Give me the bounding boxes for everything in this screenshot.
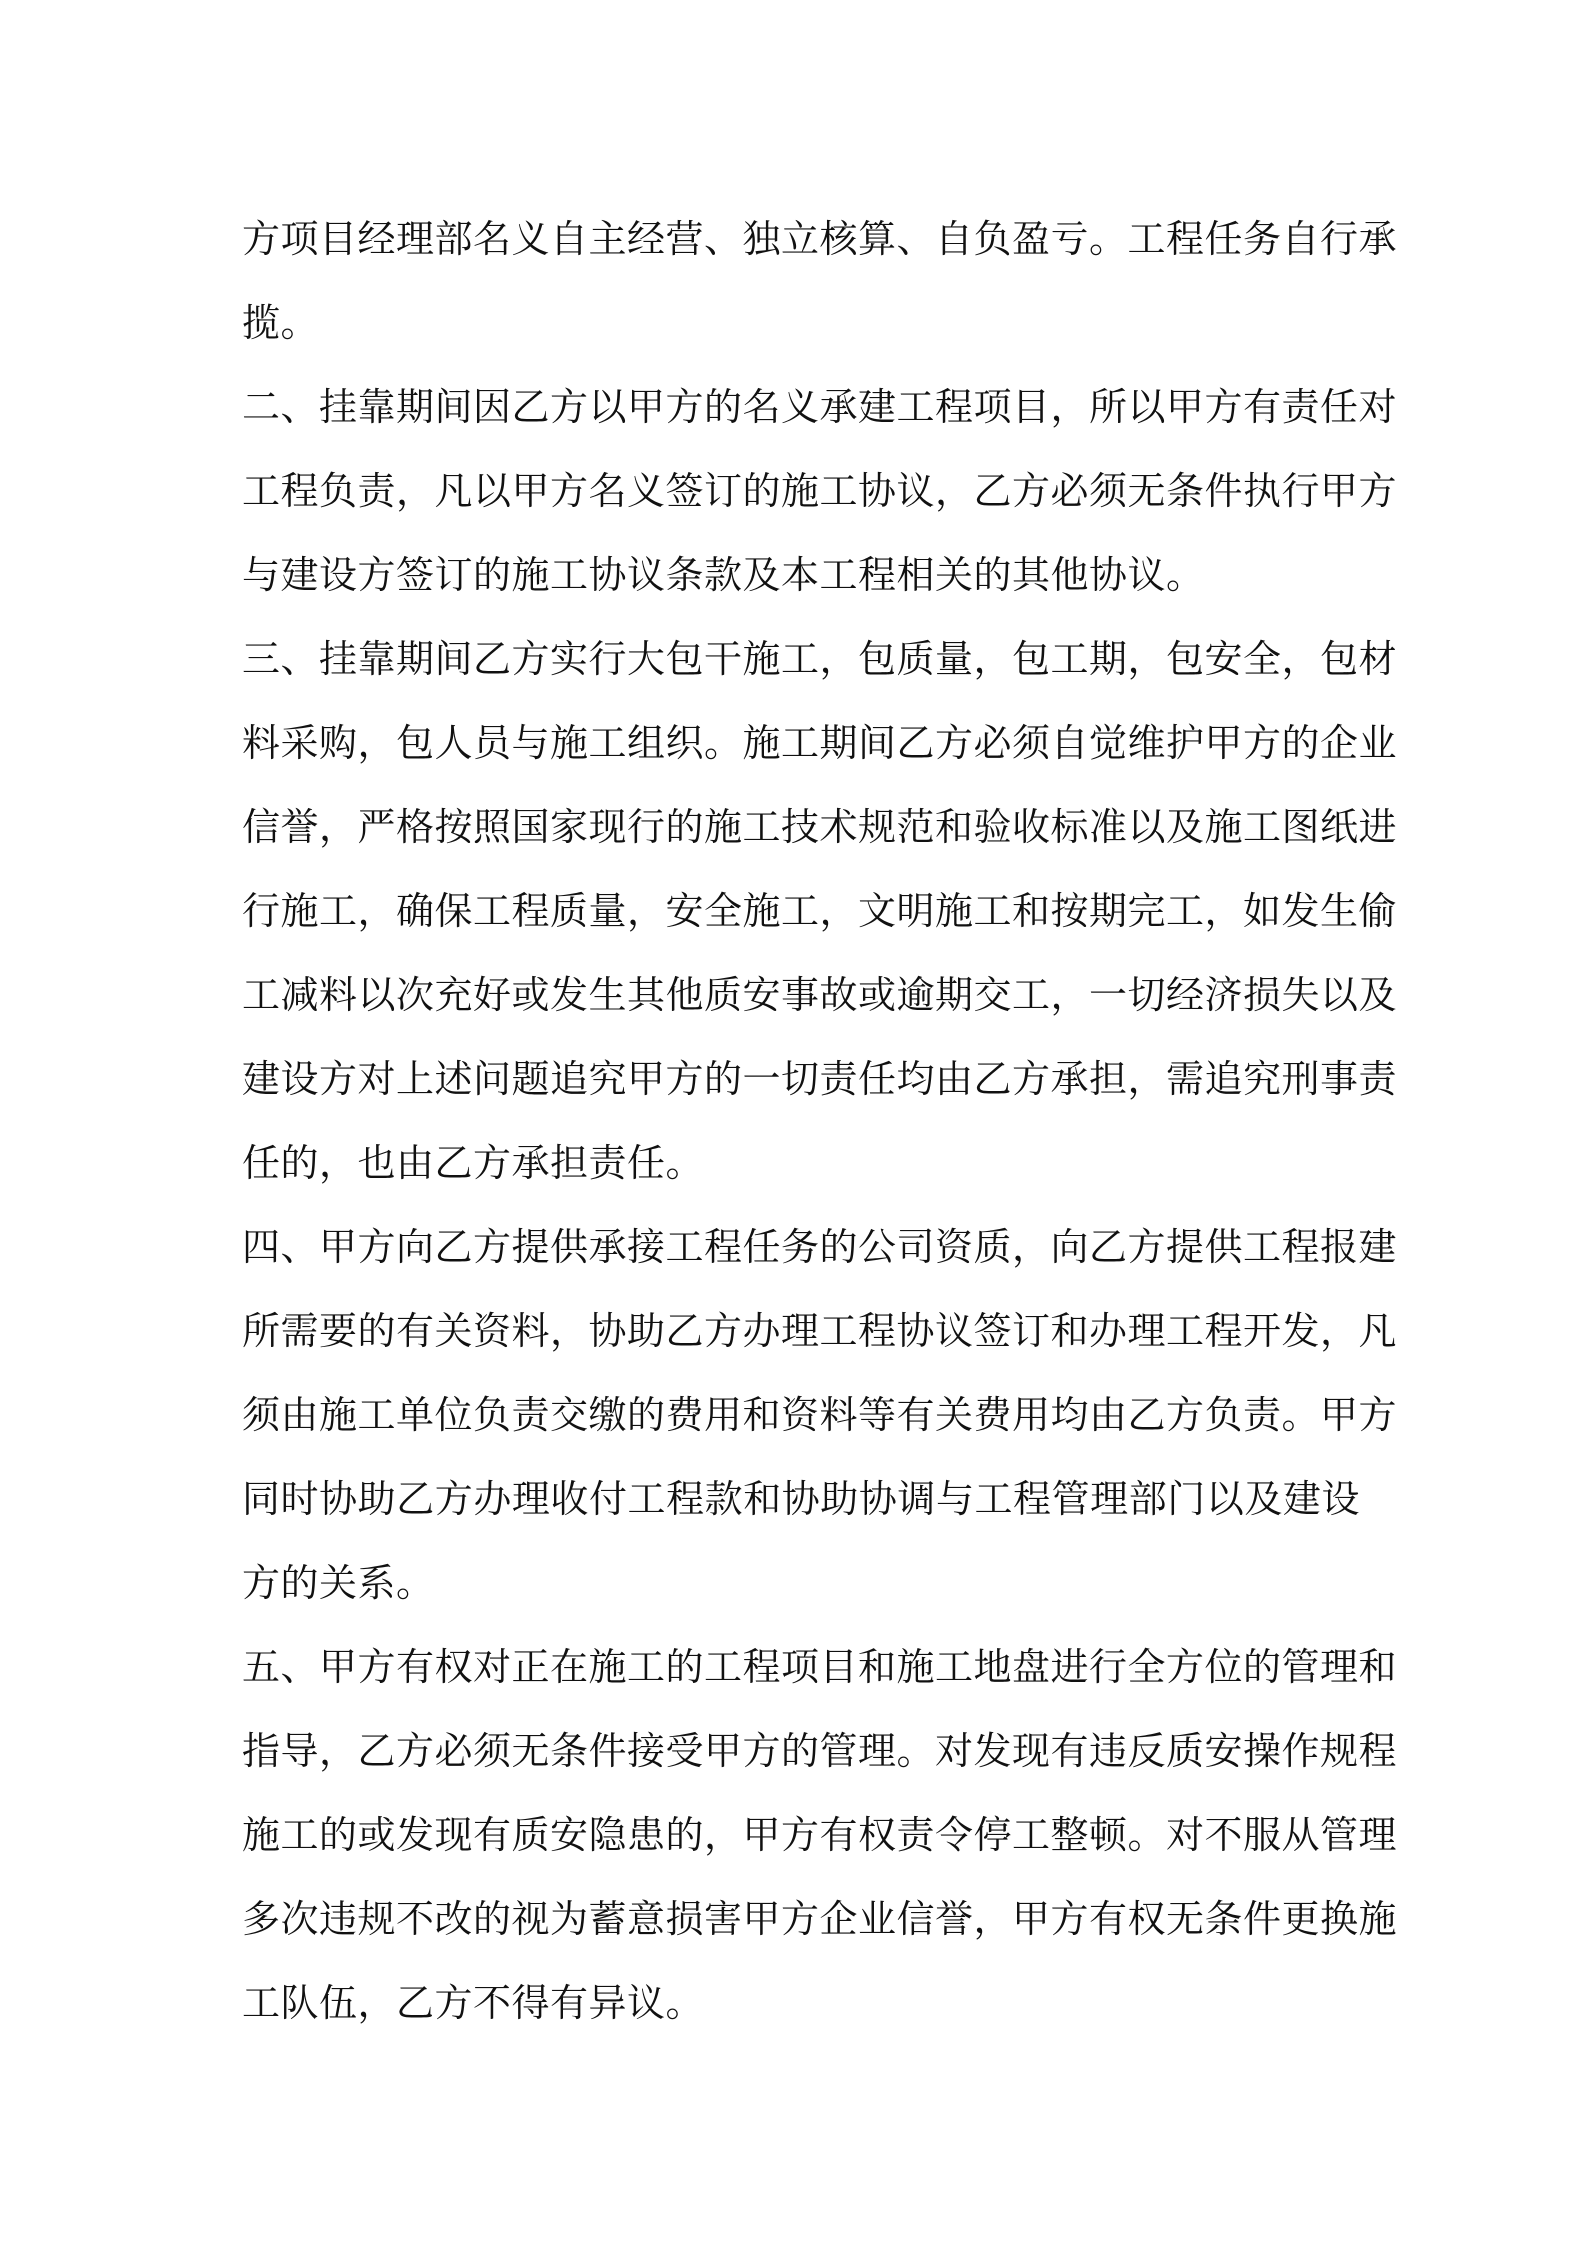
text-line: 信誉，严格按照国家现行的施工技术规范和验收标准以及施工图纸进 <box>242 805 1398 849</box>
text-line: 建设方对上述问题追究甲方的一切责任均由乙方承担，需追究刑事责 <box>242 1057 1398 1101</box>
text-line: 料采购，包人员与施工组织。施工期间乙方必须自觉维护甲方的企业 <box>242 721 1398 765</box>
text-line: 多次违规不改的视为蓄意损害甲方企业信誉，甲方有权无条件更换施 <box>242 1897 1398 1941</box>
text-line: 所需要的有关资料，协助乙方办理工程协议签订和办理工程开发，凡 <box>242 1309 1398 1353</box>
text-line: 须由施工单位负责交缴的费用和资料等有关费用均由乙方负责。甲方 <box>242 1393 1398 1437</box>
document-body <box>242 197 1398 2045</box>
text-line: 与建设方签订的施工协议条款及本工程相关的其他协议。 <box>242 553 1205 597</box>
text-line: 工程负责，凡以甲方名义签订的施工协议，乙方必须无条件执行甲方 <box>242 469 1398 513</box>
text-line: 方项目经理部名义自主经营、独立核算、自负盈亏。工程任务自行承 <box>242 217 1398 261</box>
text-line: 指导，乙方必须无条件接受甲方的管理。对发现有违反质安操作规程 <box>242 1729 1398 1773</box>
clause-4-line: 四、甲方向乙方提供承接工程任务的公司资质，向乙方提供工程报建 <box>242 1225 1398 1269</box>
text-line: 行施工，确保工程质量，安全施工，文明施工和按期完工，如发生偷 <box>242 889 1398 933</box>
clause-2-line: 二、挂靠期间因乙方以甲方的名义承建工程项目，所以甲方有责任对 <box>242 385 1398 429</box>
text-line: 工减料以次充好或发生其他质安事故或逾期交工，一切经济损失以及 <box>242 973 1398 1017</box>
text-line: 任的，也由乙方承担责任。 <box>242 1141 705 1185</box>
text-line: 方的关系。 <box>242 1561 435 1605</box>
text-line: 同时协助乙方办理收付工程款和协助协调与工程管理部门以及建设 <box>242 1477 1360 1521</box>
clause-5-line: 五、甲方有权对正在施工的工程项目和施工地盘进行全方位的管理和 <box>242 1645 1398 1689</box>
text-line: 工队伍，乙方不得有异议。 <box>242 1981 705 2025</box>
text-line: 揽。 <box>242 301 320 345</box>
text-line: 施工的或发现有质安隐患的，甲方有权责令停工整顿。对不服从管理 <box>242 1813 1398 1857</box>
clause-3-line: 三、挂靠期间乙方实行大包干施工，包质量，包工期，包安全，包材 <box>242 637 1398 681</box>
